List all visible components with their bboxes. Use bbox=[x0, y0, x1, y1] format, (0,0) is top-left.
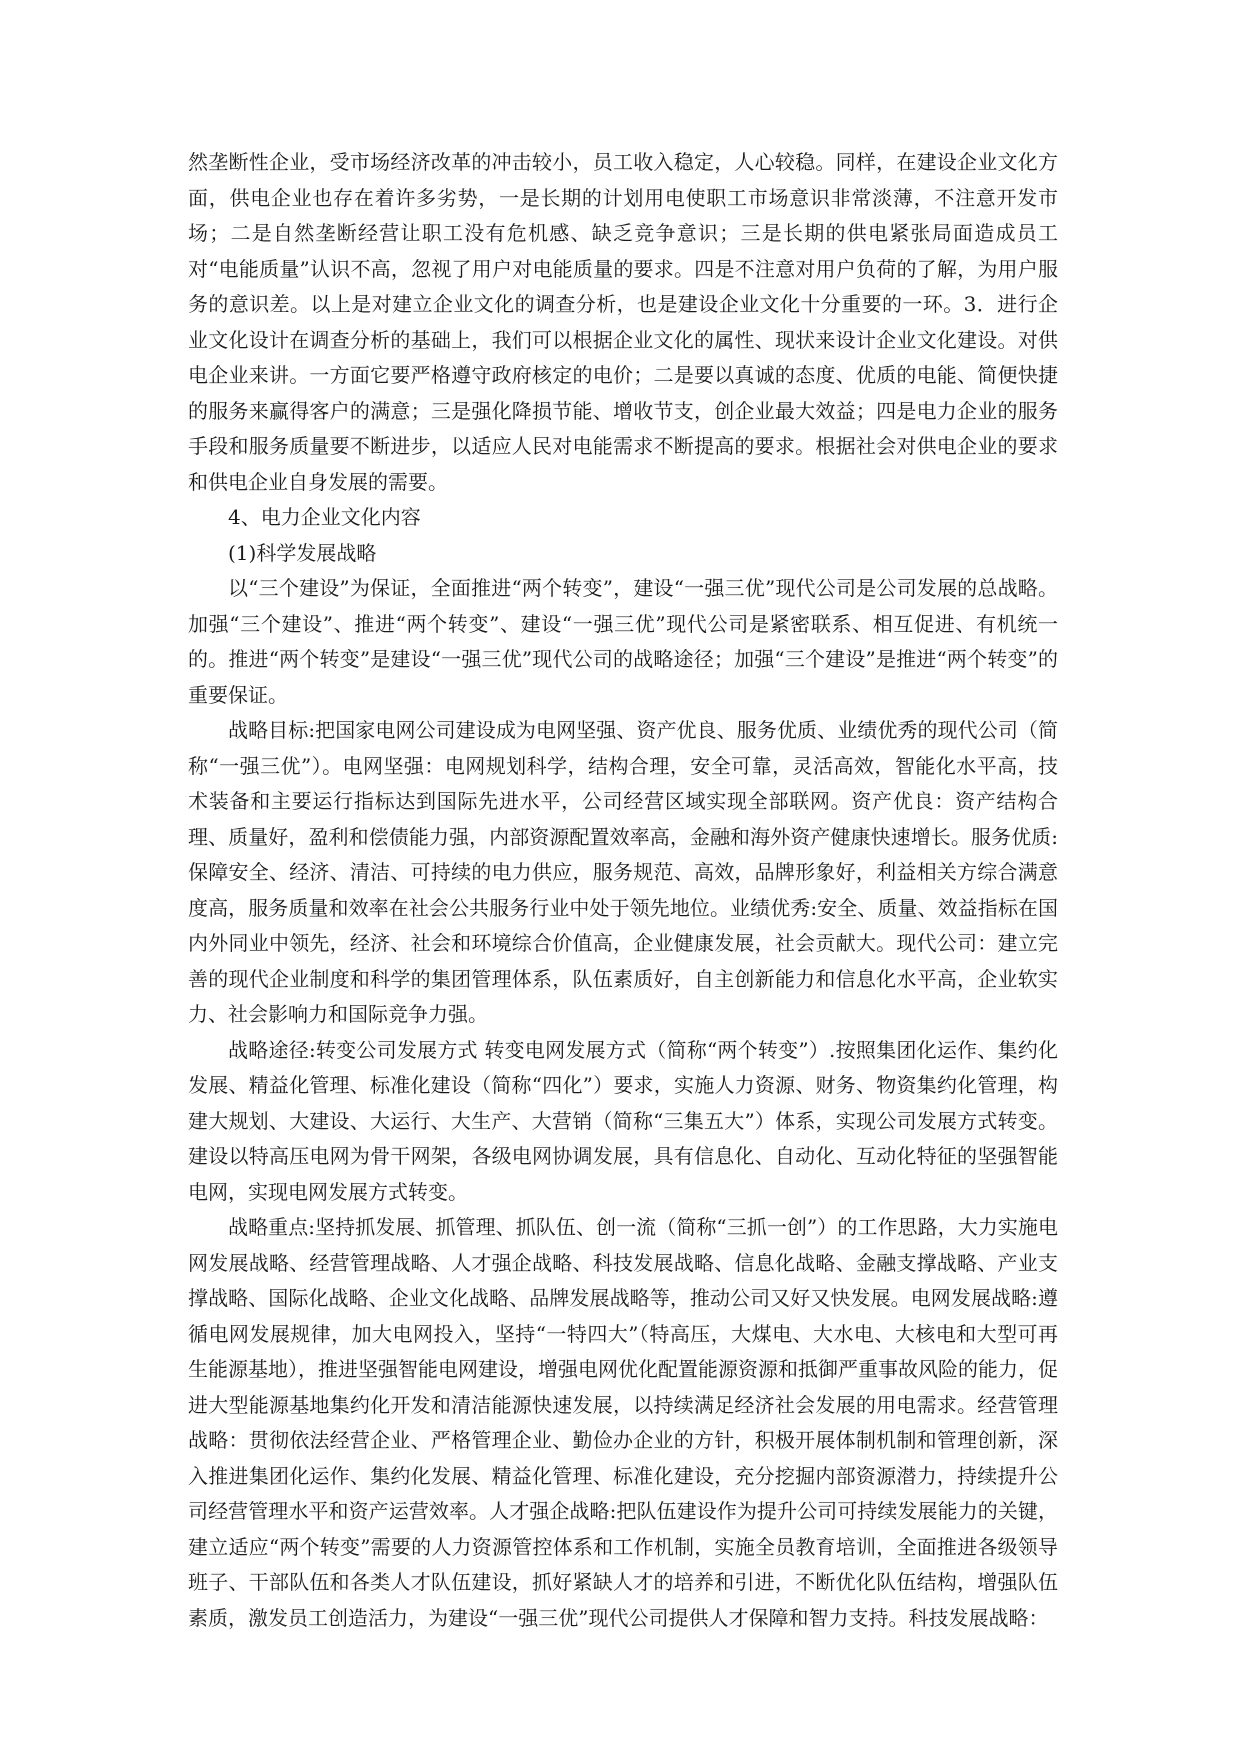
subsection-heading: (1)科学发展战略 bbox=[228, 540, 377, 565]
section-heading: 4、电力企业文化内容 bbox=[228, 505, 421, 529]
paragraph-strategy-focus: 战略重点:坚持抓发展、抓管理、抓队伍、创一流（简称“三抓一创”）的工作思路，大力实施电网发展战略、经营管理战略、人才强企战略、科技发展战略、信息化战略、金融支撑战略、产业支撑战略、国际化战略、企业文化战略、品牌发展战略等，推动公司又好又快发展。电网发展战略:遵循电网发展规律，加大电网投入，坚持“一特四大”（特高压，大煤电、大水电、大核电和大型可再生能源基地），推进坚强智能电网建设，增强电网优化配置能源资源和抵御严重事故风险的能力，促进大型能源基地集约化开发和清洁能源快速发展，以持续满足经济社会发展的用电需求。经营管理战略：贯彻依法经营企业、严格管理企业、勤俭办企业的方针，积极开展体制机制和管理创新，深入推进集团化运作、集约化发展、精益化管理、标准化建设，充分挖掘内部资源潜力，持续提升公司经营管理水平和资产运营效率。人才强企战略:把队伍建设作为提升公司可持续发展能力的关键，建立适应“两个转变”需要的人力资源管控体系和工作机制，实施全员教育培训，全面推进各级领导班子、干部队伍和各类人才队伍建设，抓好紧缺人才的培养和引进，不断优化队伍结构，增强队伍素质，激发员工创造活力，为建设“一强三优”现代公司提供人才保障和智力支持。科技发展战略： bbox=[188, 1215, 1058, 1630]
paragraph-strategy-path: 战略途径:转变公司发展方式 转变电网发展方式（简称“两个转变”）.按照集团化运作、集约化发展、精益化管理、标准化建设（简称“四化”）要求，实施人力资源、财务、物资集约化管理，构建大规划、大建设、大运行、大生产、大营销（简称“三集五大”）体系，实现公司发展方式转变。建设以特高压电网为骨干网架，各级电网协调发展，具有信息化、自动化、互动化特征的坚强智能电网，实现电网发展方式转变。 bbox=[188, 1037, 1058, 1204]
paragraph-continuation: 然垄断性企业，受市场经济改革的冲击较小，员工收入稳定，人心较稳。同样，在建设企业文化方面，供电企业也存在着许多劣势，一是长期的计划用电使职工市场意识非常淡薄，不注意开发市场；二是自然垄断经营让职工没有危机感、缺乏竞争意识；三是长期的供电紧张局面造成员工对“电能质量”认识不高，忽视了用户对电能质量的要求。四是不注意对用户负荷的了解，为用户服务的意识差。以上是对建立企业文化的调查分析，也是建设企业文化十分重要的一环。3．进行企业文化设计在调查分析的基础上，我们可以根据企业文化的属性、现状来设计企业文化建设。对供电企业来讲。一方面它要严格遵守政府核定的电价；二是要以真诚的态度、优质的电能、简便快捷的服务来赢得客户的满意；三是强化降损节能、增收节支，创企业最大效益；四是电力企业的服务手段和服务质量要不断进步，以适应人民对电能需求不断提高的要求。根据社会对供电企业的要求和供电企业自身发展的需要。 bbox=[188, 150, 1058, 494]
document-body bbox=[188, 145, 1058, 1636]
paragraph-strategy-overview: 以“三个建设”为保证，全面推进“两个转变”，建设“一强三优”现代公司是公司发展的总战略。加强“三个建设”、推进“两个转变”、建设“一强三优”现代公司是紧密联系、相互促进、有机统一的。推进“两个转变”是建设“一强三优”现代公司的战略途径；加强“三个建设”是推进“两个转变”的重要保证。 bbox=[188, 576, 1058, 707]
paragraph-strategy-goal: 战略目标:把国家电网公司建设成为电网坚强、资产优良、服务优质、业绩优秀的现代公司（简称“一强三优”）。电网坚强：电网规划科学，结构合理，安全可靠，灵活高效，智能化水平高，技术装备和主要运行指标达到国际先进水平，公司经营区域实现全部联网。资产优良：资产结构合理、质量好，盈利和偿债能力强，内部资源配置效率高，金融和海外资产健康快速增长。服务优质:保障安全、经济、清洁、可持续的电力供应，服务规范、高效，品牌形象好，利益相关方综合满意度高，服务质量和效率在社会公共服务行业中处于领先地位。业绩优秀:安全、质量、效益指标在国内外同业中领先，经济、社会和环境综合价值高，企业健康发展，社会贡献大。现代公司：建立完善的现代企业制度和科学的集团管理体系，队伍素质好，自主创新能力和信息化水平高，企业软实力、社会影响力和国际竞争力强。 bbox=[188, 718, 1058, 1026]
